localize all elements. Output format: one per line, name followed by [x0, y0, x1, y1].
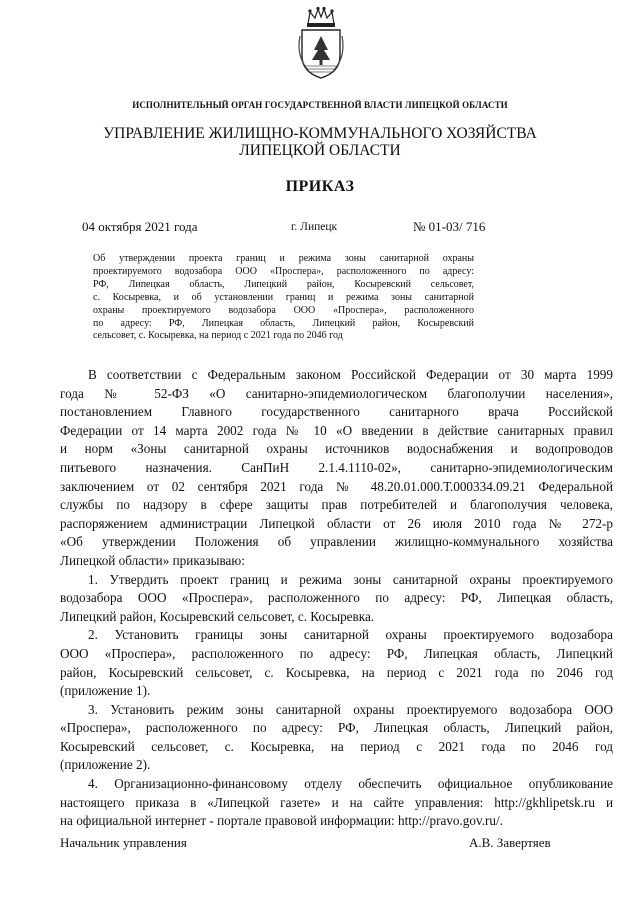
department-title-line: УПРАВЛЕНИЕ ЖИЛИЩНО-КОММУНАЛЬНОГО ХОЗЯЙСТВА — [103, 125, 537, 142]
order-date: 04 октября 2021 года — [82, 219, 198, 234]
order-city: г. Липецк — [291, 221, 338, 233]
subject-line: охраны проектируемого водозабора ООО «Просперa», расположенного — [93, 304, 474, 316]
body-line: питьевого назначения. СанПиН 2.1.4.1110-02», санитарно-эпидемиологическим — [60, 459, 613, 475]
preamble-paragraph — [60, 366, 613, 571]
subject-line: Об утверждении проекта границ и режима зоны санитарной охраны — [93, 253, 474, 264]
body-line: на официальной интернет - портале правовой информации: http://pravo.gov.ru/. — [60, 813, 503, 829]
body-line: водозабора ООО «Проспера», расположенного по адресу: РФ, Липецкая область, — [60, 590, 613, 606]
body-line: Федерации от 14 марта 2002 года № 10 «О введении в действие санитарных правил — [60, 422, 613, 438]
signatory-name: А.В. Завертяев — [469, 835, 551, 850]
subject-line: сельсовет, с. Косыревка, на период с 2021 года по 2046 год — [93, 330, 343, 342]
signatory-role: Начальник управления — [60, 835, 187, 850]
body-line: 1. Утвердить проект границ и режима зоны санитарной охраны проектируемого — [88, 571, 613, 587]
body-line: Липецкой области» приказываю: — [60, 552, 245, 568]
body-line: (приложение 2). — [60, 757, 151, 773]
issuing-authority: ИСПОЛНИТЕЛЬНЫЙ ОРГАН ГОСУДАРСТВЕННОЙ ВЛАСТИ ЛИПЕЦКОЙ ОБЛАСТИ — [132, 100, 508, 110]
order-item-2 — [60, 626, 613, 700]
order-item-1 — [60, 571, 613, 627]
order-item-4 — [60, 775, 613, 831]
body-line: В соответствии с Федеральным законом Российской Федерации от 30 марта 1999 — [88, 367, 613, 382]
subject-line: проектируемого водозабора ООО «Просперa», расположенного по адресу: — [93, 265, 474, 277]
department-title-line: ЛИПЕЦКОЙ ОБЛАСТИ — [239, 142, 401, 159]
order-subject — [93, 253, 474, 343]
order-number: № 01-03/ 716 — [413, 219, 486, 234]
order-item-3 — [60, 701, 613, 775]
body-line: заключением от 02 сентября 2021 года № 48.20.01.000.Т.000334.09.21 Федеральной — [60, 478, 613, 494]
body-line: 3. Установить режим зоны санитарной охраны проектируемого водозабора ООО — [88, 701, 613, 717]
subject-line: с. Косыревка, и об установлении границ и режима зоны санитарной — [93, 291, 474, 303]
department-title — [0, 125, 640, 159]
body-line: ООО «Проспера», расположенного по адресу: РФ, Липецкая область, Липецкий — [60, 645, 613, 661]
subject-line: по адресу: РФ, Липецкая область, Липецкий район, Косыревский — [93, 317, 474, 329]
body-line: 2. Установить границы зоны санитарной охраны проектируемого водозабора — [88, 627, 613, 643]
body-line: года № 52-ФЗ «О санитарно-эпидемиологическом благополучии населения», — [60, 385, 613, 401]
body-line: Косыревский сельсовет, с. Косыревка, на период с 2021 года по 2046 год — [60, 738, 613, 754]
order-body — [60, 366, 613, 831]
body-line: «Проспера», расположенного по адресу: РФ, Липецкая область, Липецкий район, — [60, 720, 613, 736]
body-line: постановлением Главного государственного санитарного врача Российской — [60, 404, 613, 420]
body-line: и норм «Зоны санитарной охраны источников водоснабжения и водопроводов — [60, 441, 613, 457]
subject-line: РФ, Липецкая область, Липецкий район, Косыревский сельсовет, — [93, 278, 474, 290]
body-line: Липецкий район, Косыревский сельсовет, с. Косыревка. — [60, 608, 375, 624]
body-line: 4. Организационно-финансовому отделу обеспечить официальное опубликование — [88, 776, 613, 792]
body-line: службы по надзору в сфере защиты прав потребителей и благополучия человека, — [60, 497, 613, 513]
body-line: настоящего приказа в «Липецкой газете» и на сайте управления: http://gkhlipetsk.ru и — [60, 794, 613, 810]
body-line: распоряжением администрации Липецкой области от 26 июля 2010 года № 272-р — [60, 515, 613, 531]
body-line: (приложение 1). — [60, 683, 151, 699]
body-line: район, Косыревский сельсовет, с. Косыревка, на период с 2021 года по 2046 год — [60, 664, 613, 680]
coat-of-arms-icon — [296, 6, 346, 80]
document-type-title: ПРИКАЗ — [285, 178, 355, 195]
body-line: «Об утверждении Положения об управлении жилищно-коммунального хозяйства — [60, 534, 613, 550]
